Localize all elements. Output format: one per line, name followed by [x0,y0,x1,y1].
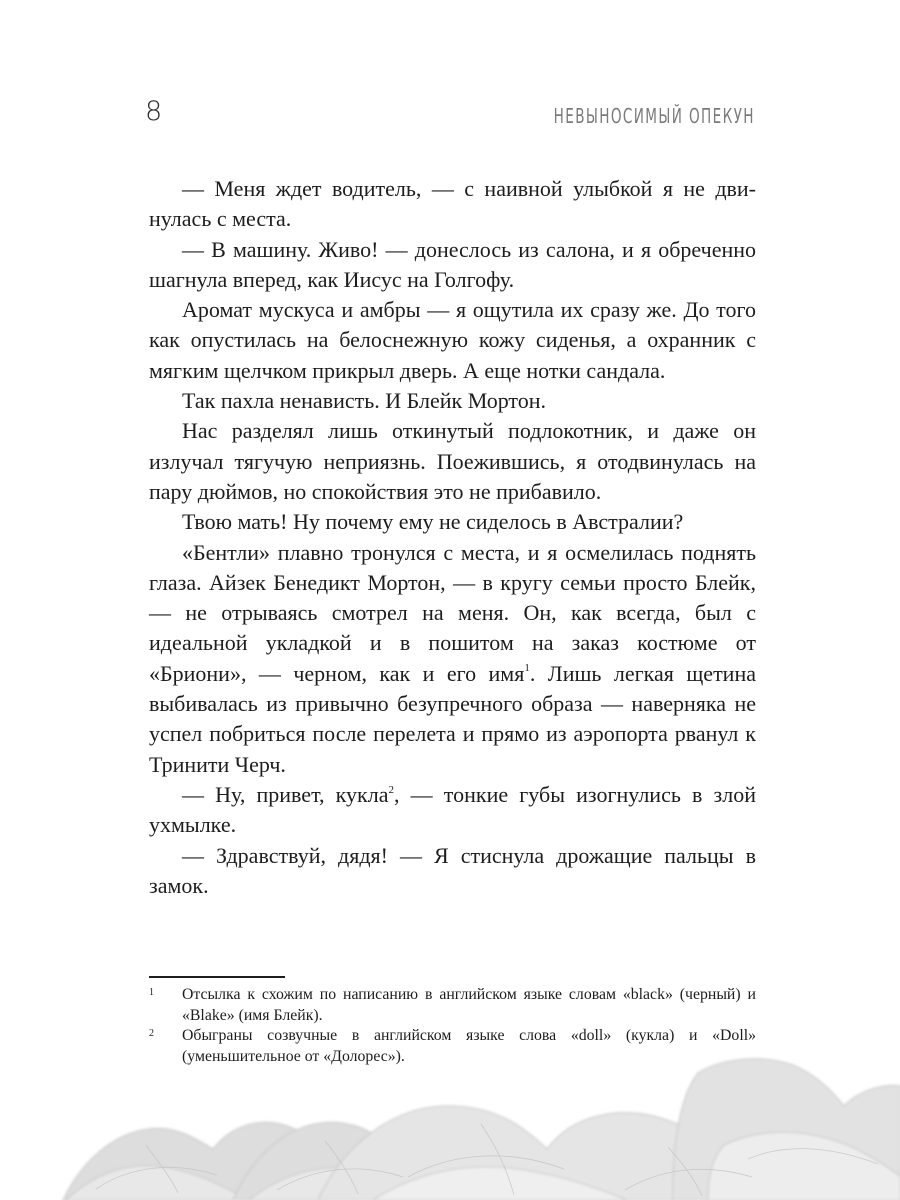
paragraph: — Здравствуй, дядя! — Я стиснула дрожащие пальцы в замок. [149,842,756,898]
paragraph: Нас разделял лишь откинутый подлокотник, и даже он излучал тягучую неприязнь. Поежившись, я отодвинулась на пару дюймов, но спокойствия это не прибавило. [149,418,756,504]
main-text [149,174,756,901]
footnote-divider [149,976,285,978]
paragraph: Аромат мускуса и амбры — я ощутила их сразу же. До того как опустилась на белоснежную кожу сиденья, а охранник с мягким щелчком прикрыл дверь. А еще нотки сандала. [149,297,756,383]
footnote-reference-2[interactable]: 2 [388,783,394,796]
paragraph: — В машину. Живо! — донеслось из салона, и я обреченно шагнула вперед, как Иисус на Голгофу. [149,236,756,292]
paragraph: — Ну, привет, кукла$^2$, — тонкие губы изогнулись в злой ухмылке. [149,781,757,838]
page-number: 8 [145,96,164,127]
footnote-reference-1[interactable]: 1 [524,662,530,675]
paragraph: Твою мать! Ну почему ему не сиделось в Австралии? [182,509,684,535]
footnote-number: 2 [149,1028,154,1039]
footnote-text: Обыграны созвучные в английском языке слова «doll» (кукла) и «Doll» (уменьшительное от «Долорес»). [182,1027,756,1065]
paragraph: «Бентли» плавно тронулся с места, и я осмелилась поднять глаза. Айзек Бенедикт Мортон, — в кругу семьи просто Блейк, — не отрываясь смотрел на меня. Он, как всегда, был с идеальной укладкой и в пошитом на заказ костюме от «Бриони», — черном, как и его имя$^1$. Лишь легкая щетина выбивалась из привычно безупречного образа — наверняка не успел побриться после перелета и прямо из аэропорта рванул к Тринити Черч. [149,539,756,777]
running-title: НЕВЫНОСИМЫЙ ОПЕКУН [553,104,755,128]
paragraph: — Меня ждет водитель, — с наивной улыбкой я не двинулась с места. [149,176,756,232]
lips-print-decoration-icon [58,1053,900,1200]
footnote-text: Отсылка к схожим по написанию в английском языке словам «black» (черный) и «Blake» (имя Блейк). [182,986,756,1024]
paragraph: Так пахла ненависть. И Блейк Мортон. [182,388,547,414]
footnote-number: 1 [149,987,154,998]
footnote-1 [149,985,756,1026]
